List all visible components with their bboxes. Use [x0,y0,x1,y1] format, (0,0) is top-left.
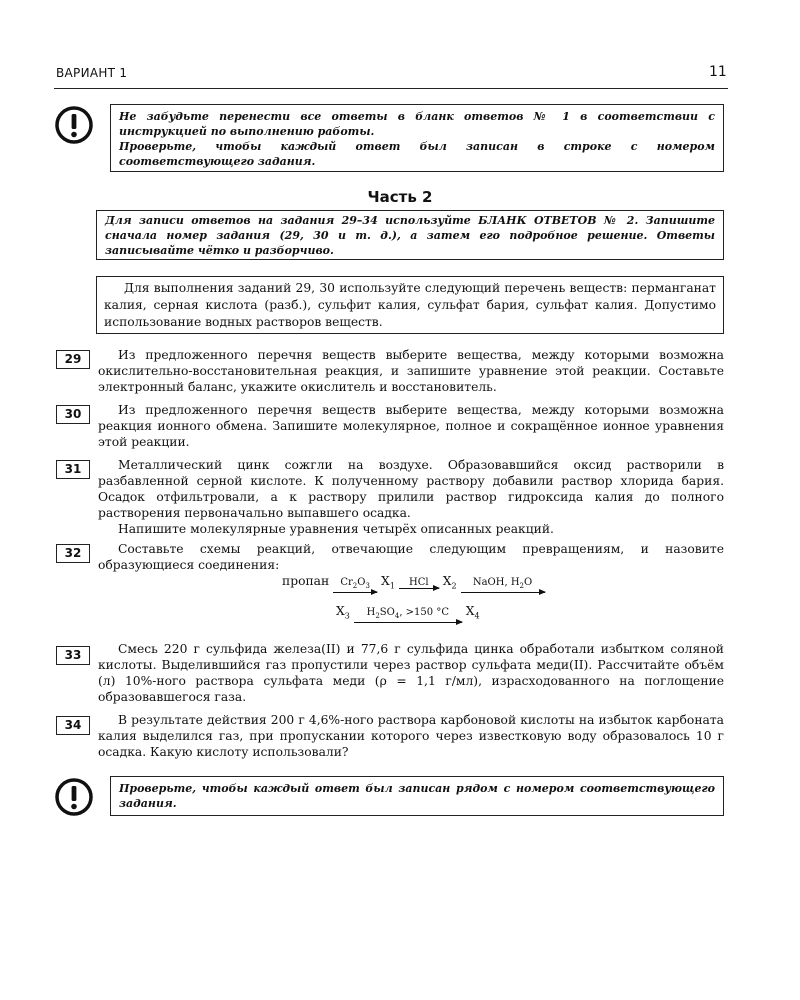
scheme-start: пропан [282,574,330,588]
task-number-33: 33 [56,646,90,665]
intro-text: Для выполнения заданий 29, 30 используйте следующий перечень веществ: перманганат калия, серная кислота (разб.), сульфит калия, сульфат бария, сульфат калия. Допустимо использование водных растворов веществ. [104,281,716,329]
part-instructions-box [96,210,724,260]
task-number-29: 29 [56,350,90,369]
arrow-2: HCl [399,577,439,589]
task-text-34: В результате действия 200 г 4,6%-ного раствора карбоновой кислоты на избыток карбоната калия выделился газ, при пропускании которого через известковую воду образовалось 10 г осадка. Какую кислоту использовали? [98,713,724,759]
arrow-3: NaOH, $H_2O$ [461,577,545,593]
variant-label: ВАРИАНТ 1 [56,66,128,80]
note-top-line1: Не забудьте перенести все ответы в бланк ответов № 1 в соответствии с инструкцией по выполнению работы. [119,110,715,138]
header-divider [54,88,728,89]
task-number-31: 31 [56,460,90,479]
arrow-1: $Cr_2O_3$ [333,577,377,593]
scheme-x1: $X_1$ [381,574,395,591]
task-text-31: Металлический цинк сожгли на воздухе. Образовавшийся оксид растворили в разбавленной серной кислоте. К полученному раствору добавили раствор хлорида бария. Осадок отфильтровали, а к раствору прилили раствор гидроксида калия до полного растворения первоначально выпавшего осадка. Напишите молекулярные уравнения четырёх описанных реакций. [98,458,724,536]
exclamation-circle-icon [54,105,94,145]
note-bottom-box [110,776,724,816]
task-text-33: Смесь 220 г сульфида железа(II) и 77,6 г сульфида цинка обработали избытком соляной кислоты. Выделившийся газ пропустили через раствор сульфата меди(II). Рассчитайте объём (л) 10%-ного раствора сульфата меди (ρ = 1,1 г/мл), израсходованного на поглощение образовавшегося газа. [98,642,724,704]
reaction-scheme-line2 [336,604,480,623]
task-number-34: 34 [56,716,90,735]
note-top-line2: Проверьте, чтобы каждый ответ был записан в строке с номером соответствующего задания. [119,140,715,168]
task-text-30: Из предложенного перечня веществ выберите вещества, между которыми возможна реакция ионного обмена. Запишите молекулярное, полное и сокращённое ионное уравнения этой реакции. [98,403,724,449]
reaction-scheme-line1 [282,574,545,593]
intro-box [96,276,724,334]
task-number-30: 30 [56,405,90,424]
scheme-x3: $X_3$ [336,604,350,621]
scheme-x2: $X_2$ [442,574,457,591]
task-number-32: 32 [56,544,90,563]
task-text-32: Составьте схемы реакций, отвечающие следующим превращениям, и назовите образующиеся соединения: [98,542,724,572]
part-instructions-text: Для записи ответов на задания 29–34 используйте БЛАНК ОТВЕТОВ № 2. Запишите сначала номер задания (29, 30 и т. д.), а затем его подробное решение. Ответы записывайте чётко и разборчиво. [105,214,715,257]
scheme-x4: $X_4$ [465,604,480,621]
arrow-4: $H_2SO_4$, >150 °C [354,607,462,623]
part-title: Часть 2 [367,188,433,206]
task-text-29: Из предложенного перечня веществ выберите вещества, между которыми возможна окислительно-восстановительная реакция, и запишите уравнение этой реакции. Составьте электронный баланс, укажите окислитель и восстановитель. [98,348,724,394]
note-top-box [110,104,724,172]
note-bottom-text: Проверьте, чтобы каждый ответ был записан рядом с номером соответствующего задания. [119,782,715,810]
exclamation-circle-icon [54,777,94,817]
page-number: 11 [709,64,727,80]
